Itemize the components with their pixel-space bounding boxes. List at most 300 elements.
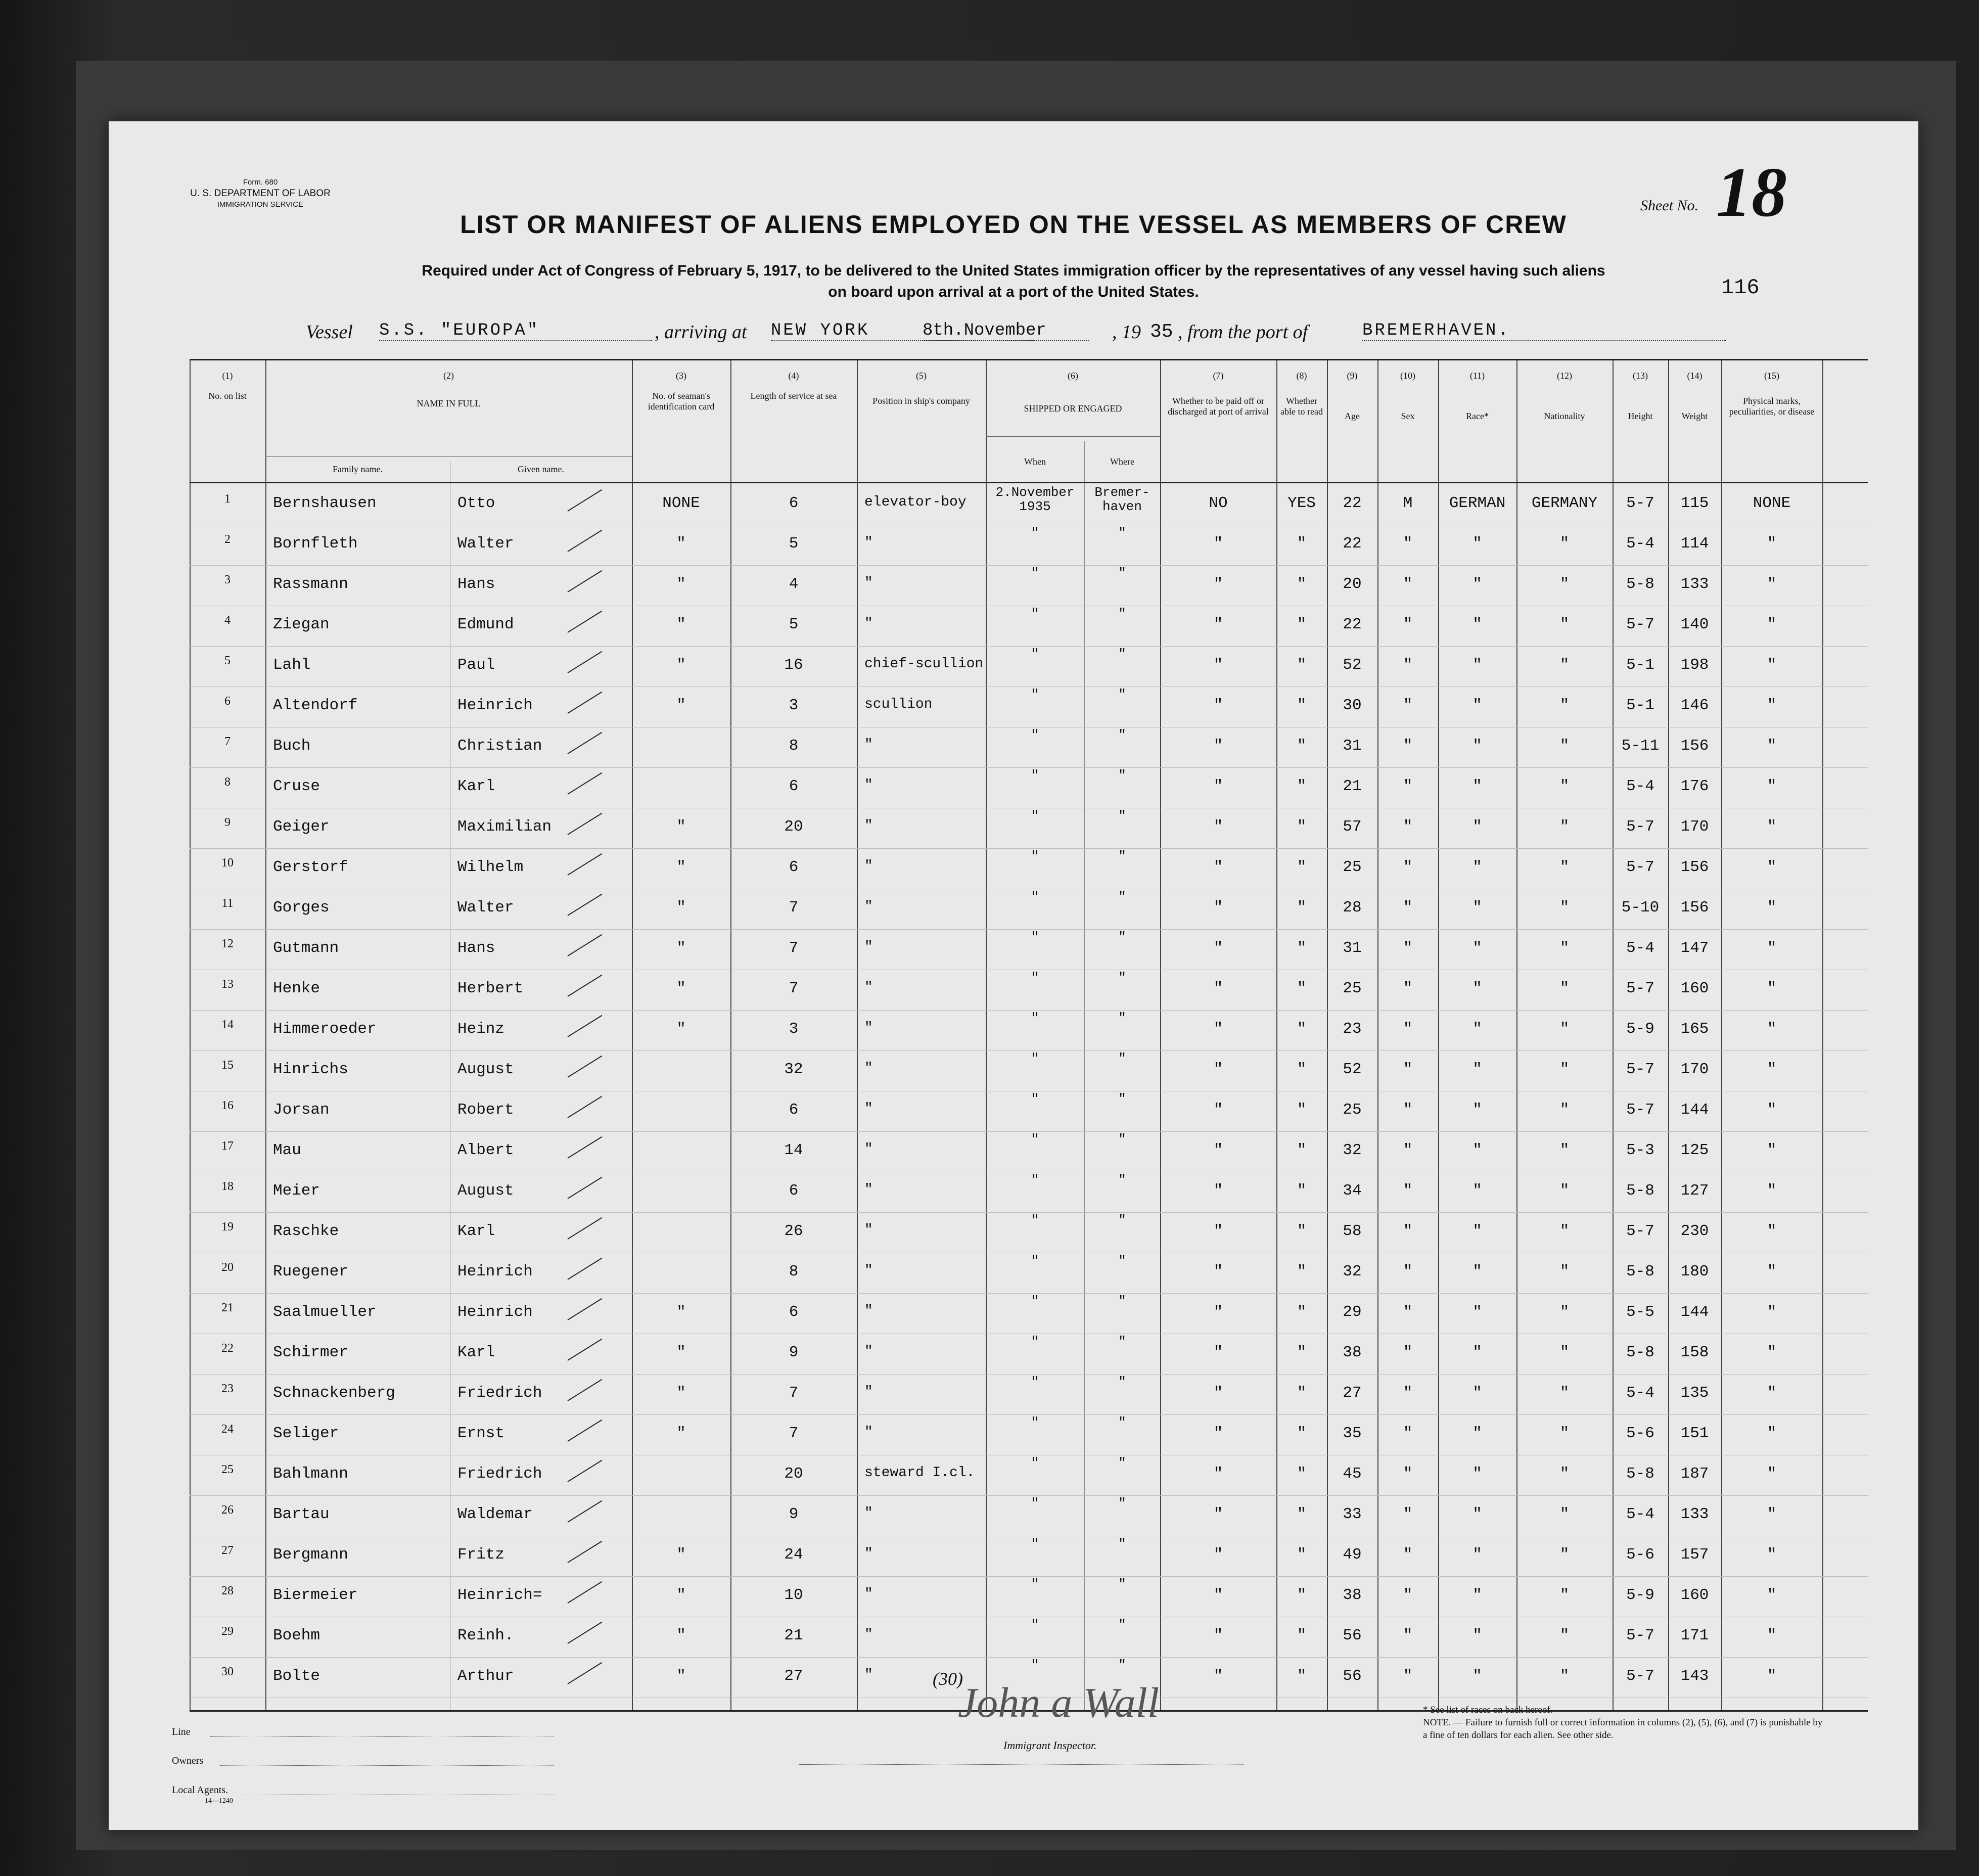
column-number: (12) — [1557, 371, 1572, 381]
header-rule — [265, 456, 632, 457]
cell-service-length: 26 — [784, 1222, 803, 1240]
cell-race: " — [1472, 1465, 1482, 1483]
cell-position: " — [864, 737, 873, 753]
cell-height: 5-6 — [1626, 1546, 1654, 1564]
table-row — [190, 1253, 1868, 1294]
cell-sex: " — [1403, 1425, 1413, 1442]
cell-physical-marks: " — [1767, 1020, 1777, 1038]
cell-shipped-where: " — [1118, 525, 1126, 540]
page-stamp-number: 116 — [1721, 276, 1760, 300]
cell-service-length: 3 — [789, 1020, 799, 1038]
arriving-label: , arriving at — [655, 322, 747, 343]
cell-height: 5-8 — [1626, 575, 1654, 593]
cell-nationality: " — [1559, 616, 1570, 633]
cell-able-to-read: " — [1297, 1627, 1307, 1644]
column-number: (5) — [916, 371, 927, 381]
cell-race: " — [1472, 1505, 1482, 1523]
cell-physical-marks: " — [1767, 1222, 1777, 1240]
cell-able-to-read: " — [1297, 575, 1307, 593]
cell-sex: " — [1403, 1141, 1413, 1159]
cell-able-to-read: " — [1297, 899, 1307, 917]
cell-position: " — [864, 858, 873, 874]
cell-identification-card: " — [676, 1425, 686, 1442]
cell-age: 52 — [1343, 656, 1362, 674]
cell-shipped-where: " — [1118, 1455, 1126, 1471]
cell-given-name: Albert — [457, 1141, 514, 1159]
cell-nationality: " — [1559, 575, 1570, 593]
cell-weight: 144 — [1680, 1101, 1709, 1119]
cell-paid-off: " — [1213, 980, 1223, 997]
cell-shipped-where: " — [1118, 1213, 1126, 1228]
cell-physical-marks: " — [1767, 1667, 1777, 1685]
cell-height: 5-6 — [1626, 1425, 1654, 1442]
cell-identification-card: " — [676, 697, 686, 714]
cell-paid-off: " — [1213, 1586, 1223, 1604]
cell-age: 30 — [1343, 697, 1362, 714]
cell-weight: 170 — [1680, 1061, 1709, 1078]
column-number: (8) — [1296, 371, 1307, 381]
cell-nationality: " — [1559, 939, 1570, 957]
cell-paid-off: " — [1213, 1263, 1223, 1280]
cell-family-name: Ziegan — [273, 616, 330, 633]
cell-height: 5-4 — [1626, 535, 1654, 553]
cell-weight: 133 — [1680, 575, 1709, 593]
table-row — [190, 1576, 1868, 1617]
cell-shipped-when: 2.November 1935 — [995, 485, 1075, 514]
table-row — [190, 646, 1868, 687]
cell-nationality: " — [1559, 1425, 1570, 1442]
arrival-date: 8th.November — [923, 321, 1089, 341]
cell-service-length: 6 — [789, 494, 799, 512]
cell-shipped-when: " — [1031, 1375, 1039, 1390]
cell-height: 5-8 — [1626, 1263, 1654, 1280]
cell-weight: 156 — [1680, 858, 1709, 876]
cell-able-to-read: " — [1297, 737, 1307, 755]
cell-given-name: Maximilian — [457, 818, 552, 836]
cell-given-name: Walter — [457, 535, 514, 553]
cell-family-name: Bahlmann — [273, 1465, 348, 1483]
cell-service-length: 6 — [789, 777, 799, 795]
cell-weight: 165 — [1680, 1020, 1709, 1038]
cell-shipped-where: " — [1118, 808, 1126, 823]
cell-paid-off: " — [1213, 697, 1223, 714]
cell-shipped-where: " — [1118, 1658, 1126, 1673]
cell-given-name: Friedrich — [457, 1465, 542, 1483]
cell-service-length: 7 — [789, 1425, 799, 1442]
cell-service-length: 6 — [789, 1182, 799, 1200]
cell-identification-card: " — [676, 858, 686, 876]
cell-weight: 158 — [1680, 1344, 1709, 1361]
table-row — [190, 525, 1868, 566]
cell-identification-card: " — [676, 1020, 686, 1038]
cell-paid-off: " — [1213, 616, 1223, 633]
cell-able-to-read: " — [1297, 1546, 1307, 1564]
cell-weight: 114 — [1680, 535, 1709, 553]
cell-sex: " — [1403, 616, 1413, 633]
cell-age: 31 — [1343, 939, 1362, 957]
cell-given-name: Friedrich — [457, 1384, 542, 1402]
cell-sex: " — [1403, 697, 1413, 714]
cell-service-length: 6 — [789, 1303, 799, 1321]
table-row — [190, 808, 1868, 849]
cell-age: 33 — [1343, 1505, 1362, 1523]
cell-family-name: Cruse — [273, 777, 320, 795]
header-length-of-service: Length of service at sea — [750, 391, 837, 401]
cell-weight: 140 — [1680, 616, 1709, 633]
cell-height: 5-7 — [1626, 616, 1654, 633]
table-row — [190, 1536, 1868, 1577]
cell-given-name: Heinrich= — [457, 1586, 542, 1604]
vessel-name: S.S. "EUROPA" — [379, 321, 652, 341]
cell-race: " — [1472, 535, 1482, 553]
cell-service-length: 6 — [789, 1101, 799, 1119]
cell-shipped-when: " — [1031, 1577, 1039, 1592]
cell-nationality: " — [1559, 1344, 1570, 1361]
year-prefix: , 19 — [1112, 322, 1141, 343]
cell-shipped-when: " — [1031, 606, 1039, 621]
table-row — [190, 1495, 1868, 1536]
signature-line — [799, 1764, 1244, 1765]
cell-num: 10 — [221, 856, 234, 870]
column-number: (1) — [222, 371, 233, 381]
cell-family-name: Altendorf — [273, 697, 358, 714]
cell-age: 22 — [1343, 616, 1362, 633]
cell-shipped-when: " — [1031, 1172, 1039, 1187]
cell-able-to-read: " — [1297, 1101, 1307, 1119]
cell-num: 19 — [221, 1220, 234, 1233]
arriving-port: NEW YORK — [771, 321, 1034, 341]
cell-position: " — [864, 1505, 873, 1521]
cell-weight: 198 — [1680, 656, 1709, 674]
cell-able-to-read: " — [1297, 1425, 1307, 1442]
cell-weight: 147 — [1680, 939, 1709, 957]
sheet-number: 18 — [1716, 153, 1787, 232]
penalty-note: NOTE. — Failure to furnish full or correct information in columns (2), (5), (6), and (7) is punishable by a fine of ten dollars for each alien. See other side. — [1423, 1717, 1823, 1741]
cell-num: 6 — [224, 695, 231, 708]
cell-race: " — [1472, 858, 1482, 876]
cell-service-length: 20 — [784, 1465, 803, 1483]
cell-position: " — [864, 1303, 873, 1319]
cell-height: 5-7 — [1626, 1222, 1654, 1240]
cell-num: 2 — [224, 533, 231, 546]
cell-shipped-when: " — [1031, 525, 1039, 540]
cell-shipped-where: " — [1118, 727, 1126, 743]
cell-nationality: " — [1559, 697, 1570, 714]
cell-family-name: Seliger — [273, 1425, 339, 1442]
cell-nationality: " — [1559, 980, 1570, 997]
cell-shipped-when: " — [1031, 566, 1039, 581]
cell-shipped-when: " — [1031, 1294, 1039, 1309]
cell-race: " — [1472, 980, 1482, 997]
cell-given-name: Heinrich — [457, 1303, 533, 1321]
cell-service-length: 5 — [789, 616, 799, 633]
cell-service-length: 7 — [789, 899, 799, 917]
cell-service-length: 21 — [784, 1627, 803, 1644]
cell-weight: 143 — [1680, 1667, 1709, 1685]
header-height: Height — [1628, 411, 1653, 421]
cell-num: 15 — [221, 1059, 234, 1072]
cell-height: 5-1 — [1626, 697, 1654, 714]
cell-nationality: " — [1559, 1546, 1570, 1564]
cell-position: " — [864, 1425, 873, 1440]
cell-age: 27 — [1343, 1384, 1362, 1402]
table-row — [190, 687, 1868, 727]
cell-given-name: August — [457, 1061, 514, 1078]
table-row — [190, 1131, 1868, 1172]
cell-service-length: 7 — [789, 939, 799, 957]
cell-paid-off: " — [1213, 1546, 1223, 1564]
cell-physical-marks: " — [1767, 535, 1777, 553]
cell-shipped-when: " — [1031, 1617, 1039, 1632]
cell-num: 9 — [224, 816, 231, 829]
cell-race: " — [1472, 697, 1482, 714]
cell-sex: " — [1403, 858, 1413, 876]
cell-able-to-read: " — [1297, 1222, 1307, 1240]
cell-physical-marks: " — [1767, 1425, 1777, 1442]
cell-race: " — [1472, 1182, 1482, 1200]
cell-given-name: Arthur — [457, 1667, 514, 1685]
departure-port: BREMERHAVEN. — [1362, 321, 1726, 341]
cell-shipped-where: " — [1118, 687, 1126, 702]
cell-identification-card: " — [676, 656, 686, 674]
cell-given-name: Herbert — [457, 980, 524, 997]
cell-paid-off: " — [1213, 1303, 1223, 1321]
cell-nationality: " — [1559, 1101, 1570, 1119]
service-name: IMMIGRATION SERVICE — [217, 200, 304, 209]
cell-num: 27 — [221, 1544, 234, 1557]
cell-weight: 230 — [1680, 1222, 1709, 1240]
cell-service-length: 7 — [789, 980, 799, 997]
cell-weight: 170 — [1680, 818, 1709, 836]
cell-age: 25 — [1343, 858, 1362, 876]
cell-position: " — [864, 1586, 873, 1602]
cell-sex: " — [1403, 1020, 1413, 1038]
cell-able-to-read: " — [1297, 1465, 1307, 1483]
cell-nationality: " — [1559, 777, 1570, 795]
cell-num: 18 — [221, 1180, 234, 1193]
cell-weight: 125 — [1680, 1141, 1709, 1159]
cell-nationality: " — [1559, 1303, 1570, 1321]
cell-paid-off: " — [1213, 575, 1223, 593]
owners-label: Owners — [172, 1755, 204, 1766]
cell-nationality: " — [1559, 1384, 1570, 1402]
cell-num: 21 — [221, 1301, 234, 1314]
cell-given-name: Walter — [457, 899, 514, 917]
cell-num: 12 — [221, 937, 234, 950]
cell-given-name: Wilhelm — [457, 858, 524, 876]
cell-physical-marks: " — [1767, 939, 1777, 957]
races-note: * See list of races on back hereof. — [1423, 1705, 1553, 1715]
header-shipped-or-engaged: SHIPPED OR ENGAGED — [1024, 403, 1122, 414]
cell-physical-marks: " — [1767, 575, 1777, 593]
table-row — [190, 1334, 1868, 1375]
cell-given-name: Paul — [457, 656, 495, 674]
cell-given-name: Hans — [457, 939, 495, 957]
cell-race: GERMAN — [1449, 494, 1506, 512]
header-weight: Weight — [1681, 411, 1708, 421]
cell-shipped-where: " — [1118, 1172, 1126, 1187]
cell-shipped-when: " — [1031, 647, 1039, 662]
cell-service-length: 32 — [784, 1061, 803, 1078]
header-race: Race* — [1466, 411, 1489, 421]
cell-given-name: Fritz — [457, 1546, 505, 1564]
cell-nationality: " — [1559, 1182, 1570, 1200]
cell-nationality: " — [1559, 535, 1570, 553]
cell-height: 5-8 — [1626, 1182, 1654, 1200]
cell-family-name: Bernshausen — [273, 494, 377, 512]
cell-physical-marks: " — [1767, 616, 1777, 633]
cell-identification-card: " — [676, 1344, 686, 1361]
cell-paid-off: " — [1213, 1667, 1223, 1685]
cell-shipped-where: " — [1118, 606, 1126, 621]
cell-identification-card: NONE — [662, 494, 700, 512]
cell-identification-card: " — [676, 535, 686, 553]
cell-shipped-where: " — [1118, 768, 1126, 783]
cell-shipped-where: " — [1118, 1536, 1126, 1551]
table-row — [190, 1617, 1868, 1658]
cell-service-length: 3 — [789, 697, 799, 714]
cell-race: " — [1472, 1101, 1482, 1119]
cell-race: " — [1472, 777, 1482, 795]
column-number: (10) — [1400, 371, 1415, 381]
cell-sex: " — [1403, 899, 1413, 917]
cell-identification-card: " — [676, 1384, 686, 1402]
cell-able-to-read: " — [1297, 777, 1307, 795]
table-row — [190, 889, 1868, 930]
cell-position: " — [864, 616, 873, 631]
cell-physical-marks: " — [1767, 777, 1777, 795]
cell-position: " — [864, 535, 873, 551]
cell-physical-marks: " — [1767, 697, 1777, 714]
cell-shipped-where: " — [1118, 647, 1126, 662]
cell-num: 7 — [224, 735, 231, 748]
cell-sex: " — [1403, 1586, 1413, 1604]
cell-service-length: 8 — [789, 1263, 799, 1280]
cell-sex: " — [1403, 737, 1413, 755]
header-age: Age — [1345, 411, 1360, 421]
cell-family-name: Bolte — [273, 1667, 320, 1685]
cell-family-name: Hinrichs — [273, 1061, 348, 1078]
table-row — [190, 1010, 1868, 1051]
cell-position: " — [864, 1101, 873, 1117]
cell-position: " — [864, 939, 873, 955]
cell-age: 34 — [1343, 1182, 1362, 1200]
cell-identification-card: " — [676, 1303, 686, 1321]
cell-family-name: Mau — [273, 1141, 301, 1159]
cell-position: " — [864, 1141, 873, 1157]
cell-num: 3 — [224, 573, 231, 586]
cell-weight: 146 — [1680, 697, 1709, 714]
cell-service-length: 24 — [784, 1546, 803, 1564]
cell-sex: " — [1403, 1546, 1413, 1564]
form-code: 14—1240 — [205, 1797, 233, 1805]
cell-given-name: Hans — [457, 575, 495, 593]
cell-able-to-read: " — [1297, 1020, 1307, 1038]
cell-family-name: Saalmueller — [273, 1303, 377, 1321]
cell-service-length: 9 — [789, 1344, 799, 1361]
cell-given-name: Heinrich — [457, 1263, 533, 1280]
cell-shipped-where: " — [1118, 1294, 1126, 1309]
cell-given-name: Reinh. — [457, 1627, 514, 1644]
cell-sex: " — [1403, 1263, 1413, 1280]
cell-position: " — [864, 1182, 873, 1198]
line-field — [210, 1736, 554, 1737]
cell-weight: 156 — [1680, 737, 1709, 755]
crew-manifest-table — [190, 359, 1868, 1712]
cell-identification-card: " — [676, 616, 686, 633]
cell-num: 29 — [221, 1625, 234, 1638]
cell-shipped-where: " — [1118, 930, 1126, 945]
cell-shipped-where: " — [1118, 1091, 1126, 1107]
cell-physical-marks: " — [1767, 1546, 1777, 1564]
cell-race: " — [1472, 1263, 1482, 1280]
page-subtitle — [109, 260, 1918, 303]
cell-num: 16 — [221, 1099, 234, 1112]
cell-height: 5-7 — [1626, 858, 1654, 876]
cell-identification-card: " — [676, 1667, 686, 1685]
page-title: LIST OR MANIFEST OF ALIENS EMPLOYED ON THE VESSEL AS MEMBERS OF CREW — [460, 210, 1567, 239]
cell-height: 5-7 — [1626, 980, 1654, 997]
cell-race: " — [1472, 1586, 1482, 1604]
cell-age: 29 — [1343, 1303, 1362, 1321]
cell-shipped-when: " — [1031, 1011, 1039, 1026]
cell-identification-card: " — [676, 818, 686, 836]
cell-sex: " — [1403, 1344, 1413, 1361]
cell-paid-off: " — [1213, 899, 1223, 917]
cell-sex: " — [1403, 1505, 1413, 1523]
cell-physical-marks: " — [1767, 1303, 1777, 1321]
cell-weight: 127 — [1680, 1182, 1709, 1200]
cell-shipped-where: " — [1118, 1577, 1126, 1592]
cell-able-to-read: " — [1297, 1141, 1307, 1159]
cell-physical-marks: " — [1767, 1465, 1777, 1483]
cell-shipped-where: " — [1118, 1253, 1126, 1268]
table-row — [190, 1374, 1868, 1415]
cell-height: 5-7 — [1626, 1101, 1654, 1119]
header-identification-card: No. of seaman's identification card — [648, 391, 715, 411]
cell-sex: " — [1403, 1182, 1413, 1200]
cell-height: 5-5 — [1626, 1303, 1654, 1321]
cell-shipped-when: " — [1031, 1091, 1039, 1107]
arrival-year: 35 — [1150, 321, 1173, 343]
inspector-label: Immigrant Inspector. — [1003, 1739, 1097, 1752]
cell-height: 5-4 — [1626, 1505, 1654, 1523]
column-number: (13) — [1633, 371, 1648, 381]
cell-sex: " — [1403, 1222, 1413, 1240]
cell-sex: " — [1403, 1667, 1413, 1685]
cell-paid-off: " — [1213, 656, 1223, 674]
cell-sex: " — [1403, 777, 1413, 795]
cell-given-name: Heinz — [457, 1020, 505, 1038]
header-able-to-read: Whether able to read — [1280, 396, 1323, 417]
cell-num: 23 — [221, 1382, 234, 1395]
cell-age: 38 — [1343, 1344, 1362, 1361]
cell-race: " — [1472, 1627, 1482, 1644]
cell-able-to-read: " — [1297, 1061, 1307, 1078]
cell-paid-off: " — [1213, 1627, 1223, 1644]
cell-height: 5-7 — [1626, 818, 1654, 836]
table-row — [190, 1414, 1868, 1455]
cell-family-name: Bergmann — [273, 1546, 348, 1564]
cell-family-name: Geiger — [273, 818, 330, 836]
table-row — [190, 565, 1868, 606]
column-number: (11) — [1469, 371, 1485, 381]
cell-family-name: Gerstorf — [273, 858, 348, 876]
cell-height: 5-7 — [1626, 494, 1654, 512]
header-physical-marks: Physical marks, peculiarities, or disease — [1729, 396, 1815, 417]
cell-service-length: 6 — [789, 858, 799, 876]
cell-service-length: 5 — [789, 535, 799, 553]
